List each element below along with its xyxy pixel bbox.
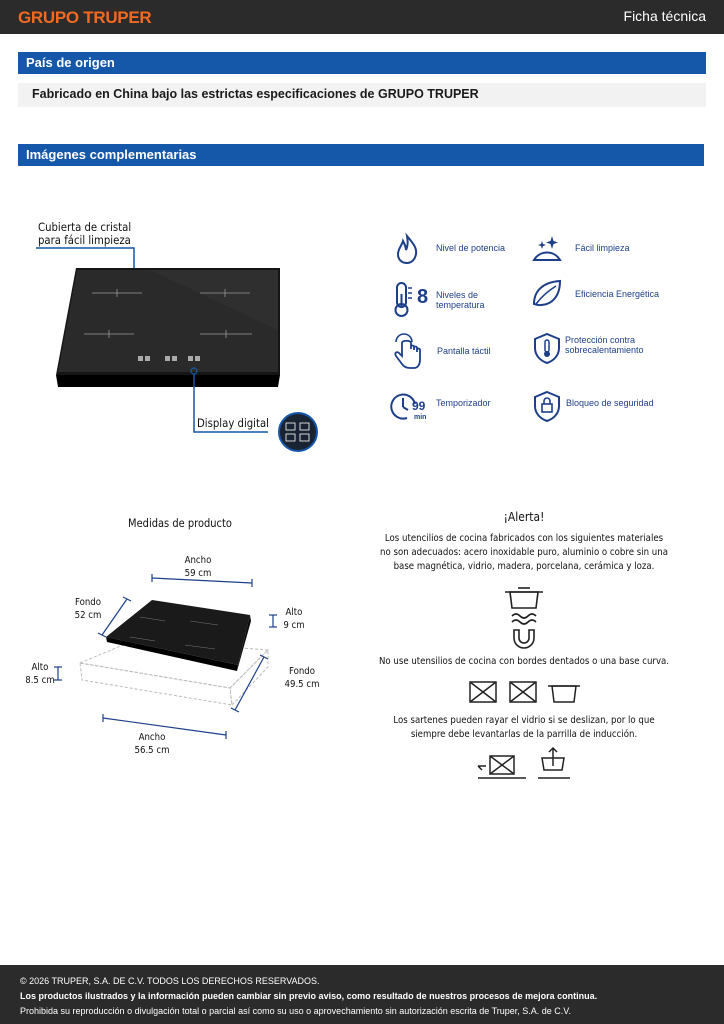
flame-icon bbox=[390, 232, 424, 266]
measures-title: Medidas de producto bbox=[128, 516, 232, 530]
height-cut-dimension: Alto 8.5 cm bbox=[25, 662, 55, 686]
document-type: Ficha técnica bbox=[623, 8, 706, 24]
depth-cut-dimension: Fondo 49.5 cm bbox=[284, 666, 320, 690]
shield-thermometer-icon bbox=[533, 331, 563, 365]
display-callout-label: Display digital bbox=[197, 416, 269, 430]
width-top-dimension: Ancho 59 cm bbox=[184, 555, 212, 579]
width-cut-dimension: Ancho 56.5 cm bbox=[134, 732, 170, 756]
magnetic-pot-icon bbox=[502, 582, 546, 650]
alert-title: ¡Alerta! bbox=[503, 509, 545, 524]
touch-hand-icon bbox=[390, 332, 424, 370]
page-header bbox=[0, 0, 724, 34]
alert-edges-text: No use utensilios de cocina con bordes dentados o una base curva. bbox=[378, 656, 670, 667]
origin-section-title: País de origen bbox=[18, 52, 706, 74]
cooktop-illustration bbox=[30, 210, 330, 460]
brand-logo: GRUPO TRUPER bbox=[18, 8, 152, 27]
dimensions-diagram bbox=[20, 555, 320, 755]
glass-callout-label: Cubierta de cristal para fácil limpieza bbox=[38, 220, 132, 247]
alert-materials-text: Los utencilios de cocina fabricados con los siguientes materiales no son adecuados: acero inoxidable puro, aluminio o cobre sin una base magnética, vidrio, madera, porcelana, cerámica y loza. bbox=[380, 533, 668, 572]
unsuitable-cookware-icons bbox=[466, 676, 582, 706]
sparkle-clean-icon bbox=[530, 232, 564, 266]
lift-pan-icons bbox=[476, 746, 576, 782]
footer-legal: Prohibida su reproducción o divulgación total o parcial así como su uso o aprovechamiento sin autorización escrita de Truper, S.A. de C.V. bbox=[20, 1006, 571, 1016]
alert-scratch-text: Los sartenes pueden rayar el vidrio si se deslizan, por lo que siempre debe levantarlas de la parrilla de inducción. bbox=[393, 715, 655, 740]
depth-top-dimension: Fondo 52 cm bbox=[74, 597, 102, 621]
page-footer bbox=[0, 965, 724, 1024]
origin-text: Fabricado en China bajo las estrictas especificaciones de GRUPO TRUPER bbox=[18, 83, 706, 107]
thermometer-icon bbox=[390, 280, 420, 318]
footer-copyright: © 2026 TRUPER, S.A. DE C.V. TODOS LOS DERECHOS RESERVADOS. bbox=[20, 976, 320, 986]
lock-shield-icon bbox=[533, 389, 563, 423]
height-top-dimension: Alto 9 cm bbox=[283, 607, 305, 631]
timer-unit: min bbox=[414, 414, 427, 421]
leaf-icon bbox=[530, 276, 566, 310]
images-section-title: Imágenes complementarias bbox=[18, 144, 704, 166]
footer-notice: Los productos ilustrados y la información pueden cambiar sin previo aviso, como resultado de nuestros procesos de mejora continua. bbox=[20, 991, 598, 1001]
timer-number: 99 bbox=[412, 399, 426, 413]
temperature-levels-number: 8 bbox=[417, 286, 429, 308]
